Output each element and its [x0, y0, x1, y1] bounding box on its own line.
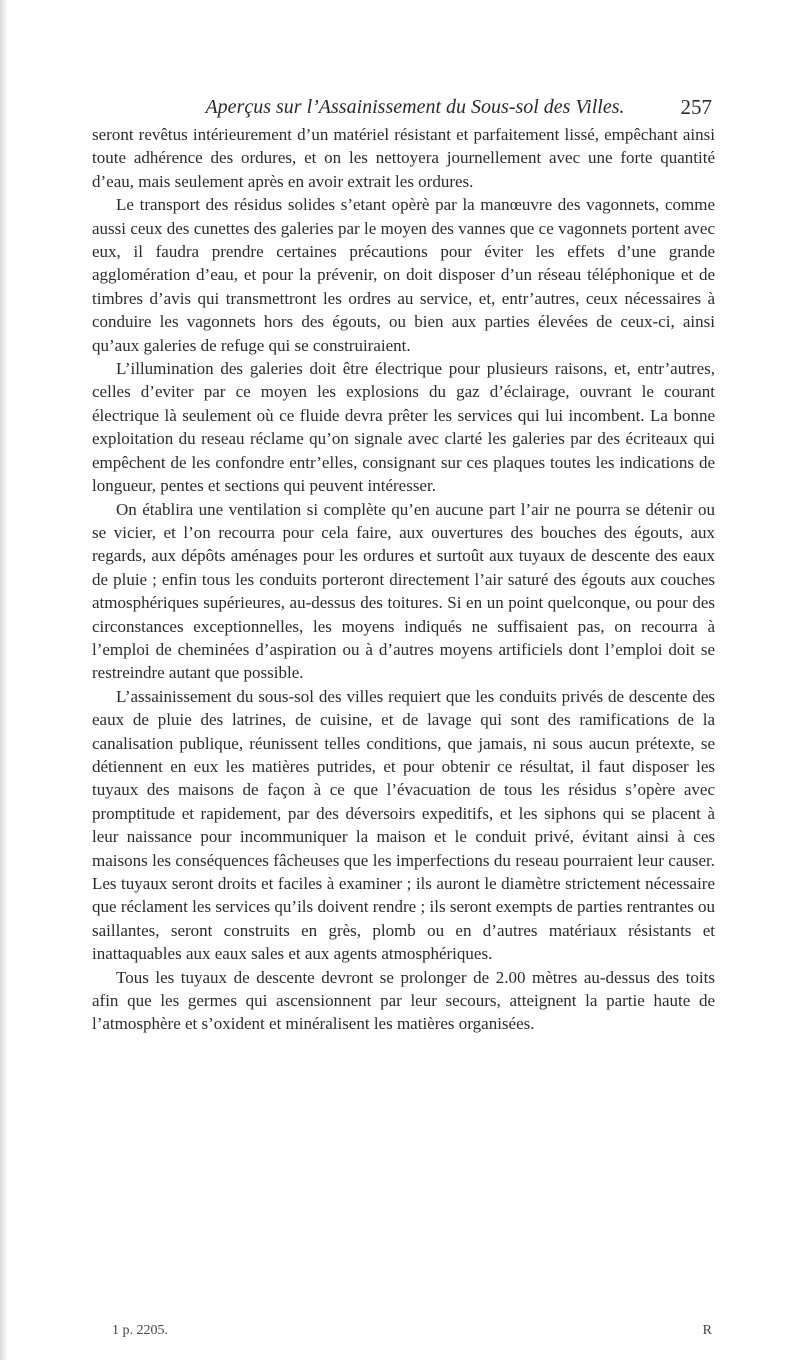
paragraph-5: L’assainissement du sous-sol des villes requiert que les conduits privés de descente des eaux de pluie des latrines, de cuisine, et de lavage qui sont des ramifications de la canalisation publique, réunissent telles conditions, que jamais, ni sous aucun prétexte, se détiennent en eux les matières putrides, et pour obtenir ce résultat, il faut disposer les tuyaux des maisons de façon à ce que l’évacuation de tous les résidus s’opère avec promptitude et rapidement, par des déversoirs expeditifs, et les siphons qui se placent à leur naissance pour incommuniquer la maison et le conduit privé, évitant ainsi à ces maisons les conséquences fâcheuses que les imperfections du reseau pourraient leur causer. Les tuyaux seront droits et faciles à examiner ; ils auront le diamètre strictement nécessaire que réclament les services qu’ils doivent rendre ; ils seront exempts de parties rentrantes ou saillantes, seront construits en grès, plomb ou en d’autres matériaux résistants et inattaquables aux eaux sales et aux agents atmosphériques. — [92, 686, 715, 964]
paragraph-1: seront revêtus intérieurement d’un matériel résistant et parfaitement lissé, empêchant ainsi toute adhérence des ordures, et on les nettoyera journellement avec une forte quantité d’eau, mais seulement après en avoir extrait les ordures. — [92, 125, 715, 191]
paragraph-3: L’illumination des galeries doit être électrique pour plusieurs raisons, et, entr’autres, celles d’eviter par ce moyen les explosions du gaz d’éclairage, ouvrant le courant électrique là seulement où ce fluide devra prêter les services qui lui incombent. La bonne exploitation du reseau réclame qu’on signale avec clarté les galeries par des écriteaux qui empêchent de les confondre entr’elles, consignant sur ces plaques toutes les indications de longueur, pentes et sections qui peuvent intéresser. — [92, 359, 715, 496]
page-edge-shadow — [0, 0, 8, 1360]
paragraph-4: On établira une ventilation si complète qu’en aucune part l’air ne pourra se détenir ou se vicier, et l’on recourra pour cela faire, aux ouvertures des bouches des égouts, aux regards, aux dépôts aménages pour les ordures et surtoût aux tuyaux de descente des eaux de pluie ; enfin tous les conduits porteront directement l’air saturé des égouts aux couches atmosphériques supérieures, au-dessus des toitures. Si en un point quelconque, ou pour des circonstances exceptionnelles, les moyens indiqués ne suffisaient pas, on recourra à l’emploi de cheminées d’aspiration ou à d’autres moyens artificiels dont l’emploi doit se restreindre autant que possible. — [92, 499, 715, 683]
running-title: Aperçus sur l’Assainissement du Sous-sol des Villes. — [205, 96, 625, 118]
body-text — [92, 123, 715, 1036]
paragraph-2: Le transport des résidus solides s’etant opèrè par la manœuvre des vagonnets, comme aussi ceux des cunettes des galeries par le moyen des vannes que ce vagonnets portent avec eux, il faudra prendre certaines précautions pour éviter les effets d’une grande agglomération d’eau, et pour la prévenir, on doit disposer d’un réseau téléphonique et de timbres d’avis qui transmettront les ordres au service, et, entr’autres, ceux nécessaires à conduire les vagonnets hors des égouts, ou bien aux parties élevées de ceux-ci, ainsi qu’aux galeries de refuge qui se construiraient. — [92, 195, 715, 355]
page-number: 257 — [680, 95, 712, 119]
paragraph-6: Tous les tuyaux de descente devront se prolonger de 2.00 mètres au-dessus des toits afin que les germes qui ascensionnent par leur secours, atteignent la partie haute de l’atmosphère et s’oxident et minéralisent les matières organisées. — [92, 967, 715, 1034]
gathering-letter: R — [702, 1323, 712, 1338]
printer-signature: 1 p. 2205. — [112, 1323, 168, 1338]
